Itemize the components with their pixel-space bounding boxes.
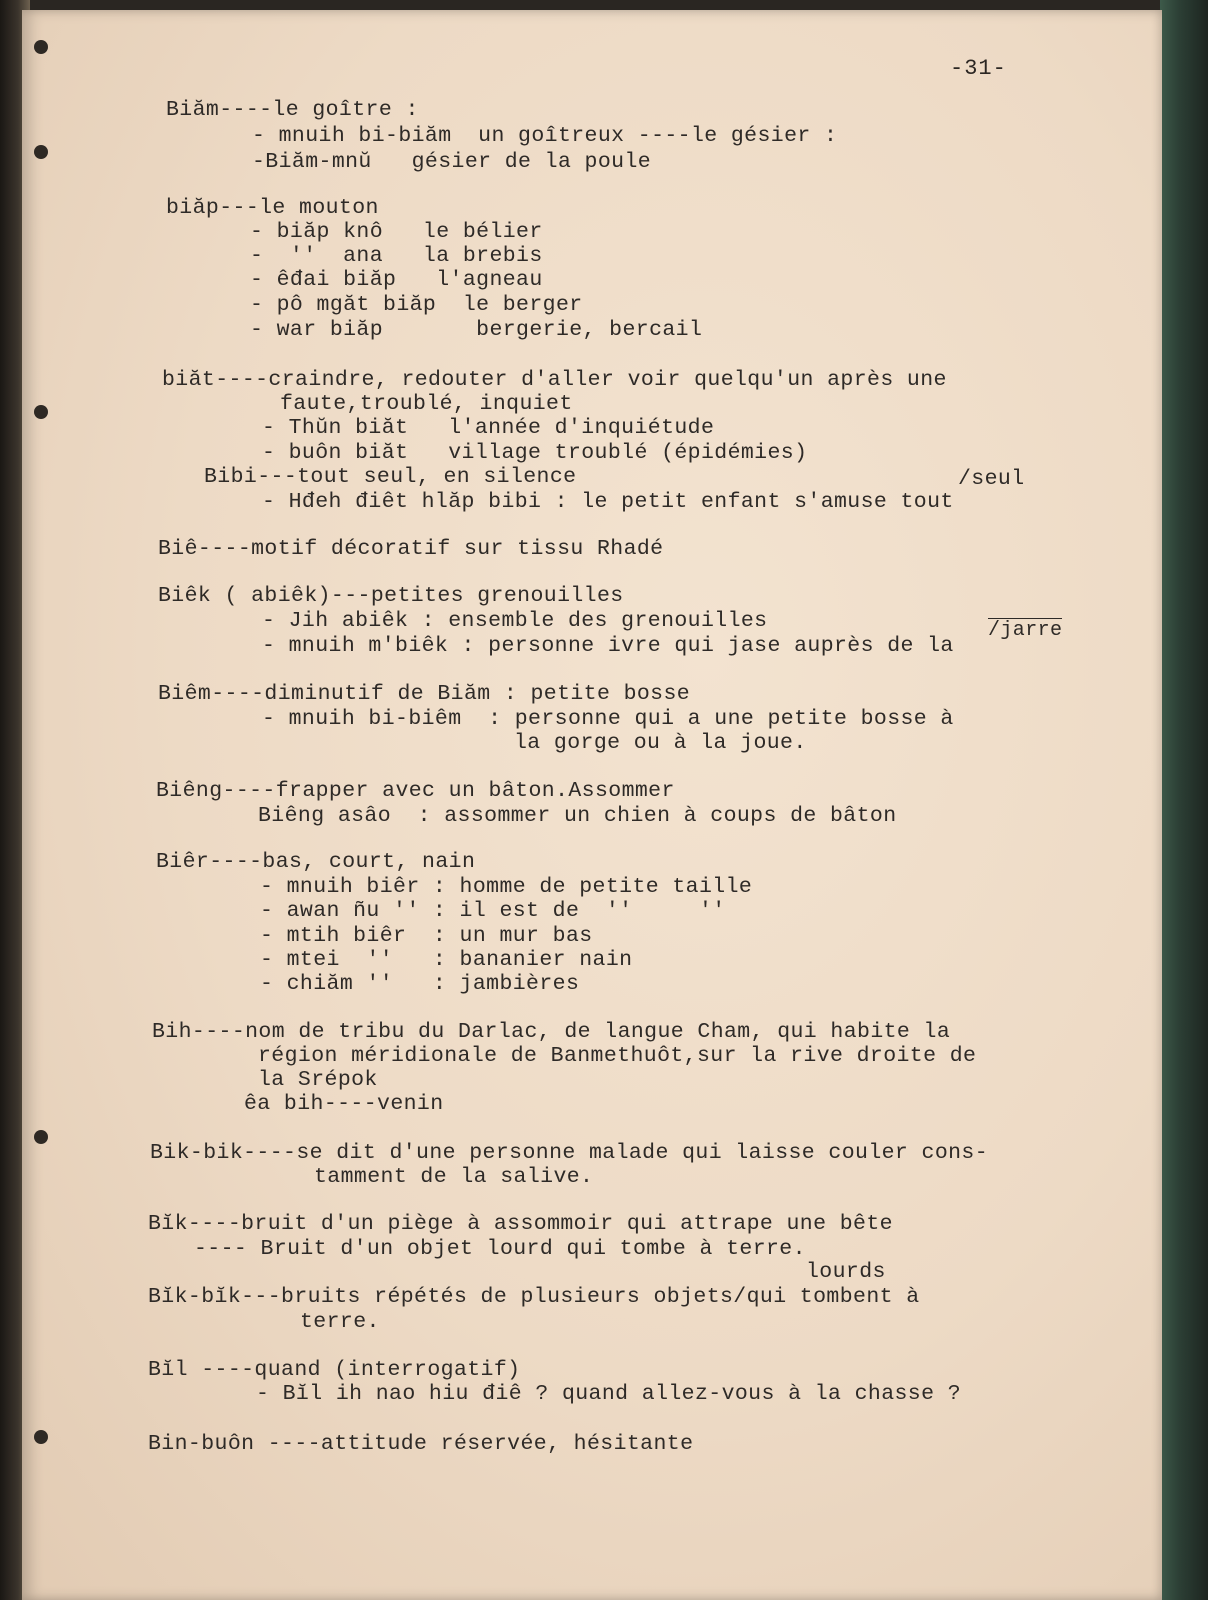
entry-continuation: la Srépok	[258, 1068, 378, 1092]
entry-subline: - pô mgăt biăp le berger	[250, 293, 583, 317]
entry-headword-line: Biêng----frapper avec un bâton.Assommer	[156, 779, 675, 803]
margin-note: lourds	[806, 1260, 886, 1284]
entry-headword-line: biăt----craindre, redouter d'aller voir quelqu'un après une	[162, 368, 947, 392]
entry-subline: - mnuih m'biêk : personne ivre qui jase auprès de la	[262, 634, 954, 658]
entry-subline: - Jih abiêk : ensemble des grenouilles	[262, 609, 768, 633]
margin-note: /jarre	[988, 619, 1063, 642]
entry-subline: ---- Bruit d'un objet lourd qui tombe à terre.	[194, 1237, 806, 1261]
entry-continuation: tamment de la salive.	[314, 1165, 594, 1189]
entry-headword-line: biăp---le mouton	[166, 196, 379, 220]
entry-subline: - buôn biăt village troublé (épidémies)	[262, 441, 808, 465]
entry-headword-line: Bibi---tout seul, en silence	[204, 465, 577, 489]
entry-headword-line: Bĭl ----quand (interrogatif)	[148, 1358, 521, 1382]
binding-hole	[34, 1130, 48, 1144]
entry-subline: êa bih----venin	[244, 1092, 444, 1116]
entry-continuation: faute,troublé, inquiet	[280, 392, 573, 416]
entry-headword-line: Biêr----bas, court, nain	[156, 850, 476, 874]
entry-subline: - Hđeh điêt hlăp bibi : le petit enfant s'amuse tout	[262, 490, 954, 514]
binding-hole	[34, 145, 48, 159]
binding-hole	[34, 1430, 48, 1444]
entry-subline: - mnuih biêr : homme de petite taille	[260, 875, 753, 899]
entry-subline: - mnuih bi-biăm un goîtreux ----le gésier :	[252, 124, 838, 148]
entry-subline: - chiăm '' : jambières	[260, 972, 580, 996]
margin-note: /seul	[958, 467, 1025, 491]
entry-subline: - êđai biăp l'agneau	[250, 268, 543, 292]
entry-headword-line: Biêm----diminutif de Biăm : petite bosse	[158, 682, 691, 706]
entry-subline: - Bĭl ih nao hiu điê ? quand allez-vous à la chasse ?	[256, 1382, 962, 1406]
entry-subline: - Thŭn biăt l'année d'inquiétude	[262, 416, 715, 440]
entry-subline: - mtei '' : bananier nain	[260, 948, 633, 972]
entry-subline: - awan ñu '' : il est de '' ''	[260, 899, 726, 923]
entry-headword-line: Bĭk-bĭk---bruits répétés de plusieurs objets/qui tombent à	[148, 1285, 920, 1309]
entry-headword-line: Biêk ( abiêk)---petites grenouilles	[158, 584, 624, 608]
entry-headword-line: Bih----nom de tribu du Darlac, de langue Cham, qui habite la	[152, 1020, 951, 1044]
entry-continuation: terre.	[300, 1310, 380, 1334]
entry-subline: - biăp knô le bélier	[250, 220, 543, 244]
entry-headword-line: Bik-bik----se dit d'une personne malade qui laisse couler cons-	[150, 1141, 989, 1165]
binding-hole	[34, 405, 48, 419]
entry-subline: Biêng asâo : assommer un chien à coups de bâton	[258, 804, 897, 828]
entry-subline: - war biăp bergerie, bercail	[250, 318, 703, 342]
entry-subline: - mnuih bi-biêm : personne qui a une petite bosse à	[262, 707, 954, 731]
entry-continuation: région méridionale de Banmethuôt,sur la rive droite de	[258, 1044, 977, 1068]
entry-headword-line: Biê----motif décoratif sur tissu Rhadé	[158, 537, 664, 561]
entry-headword-line: Biăm----le goître :	[166, 98, 419, 122]
book-cover-edge	[1160, 0, 1208, 1600]
entry-subline: - mtih biêr : un mur bas	[260, 924, 593, 948]
entry-subline: - '' ana la brebis	[250, 244, 543, 268]
entry-subline: -Biăm-mnŭ gésier de la poule	[252, 150, 652, 174]
page-number: -31-	[950, 56, 1007, 81]
binding-hole	[34, 40, 48, 54]
entry-headword-line: Bĭk----bruit d'un piège à assommoir qui attrape une bête	[148, 1212, 893, 1236]
entry-headword-line: Bin-buôn ----attitude réservée, hésitante	[148, 1432, 694, 1456]
entry-continuation: la gorge ou à la joue.	[514, 731, 807, 755]
